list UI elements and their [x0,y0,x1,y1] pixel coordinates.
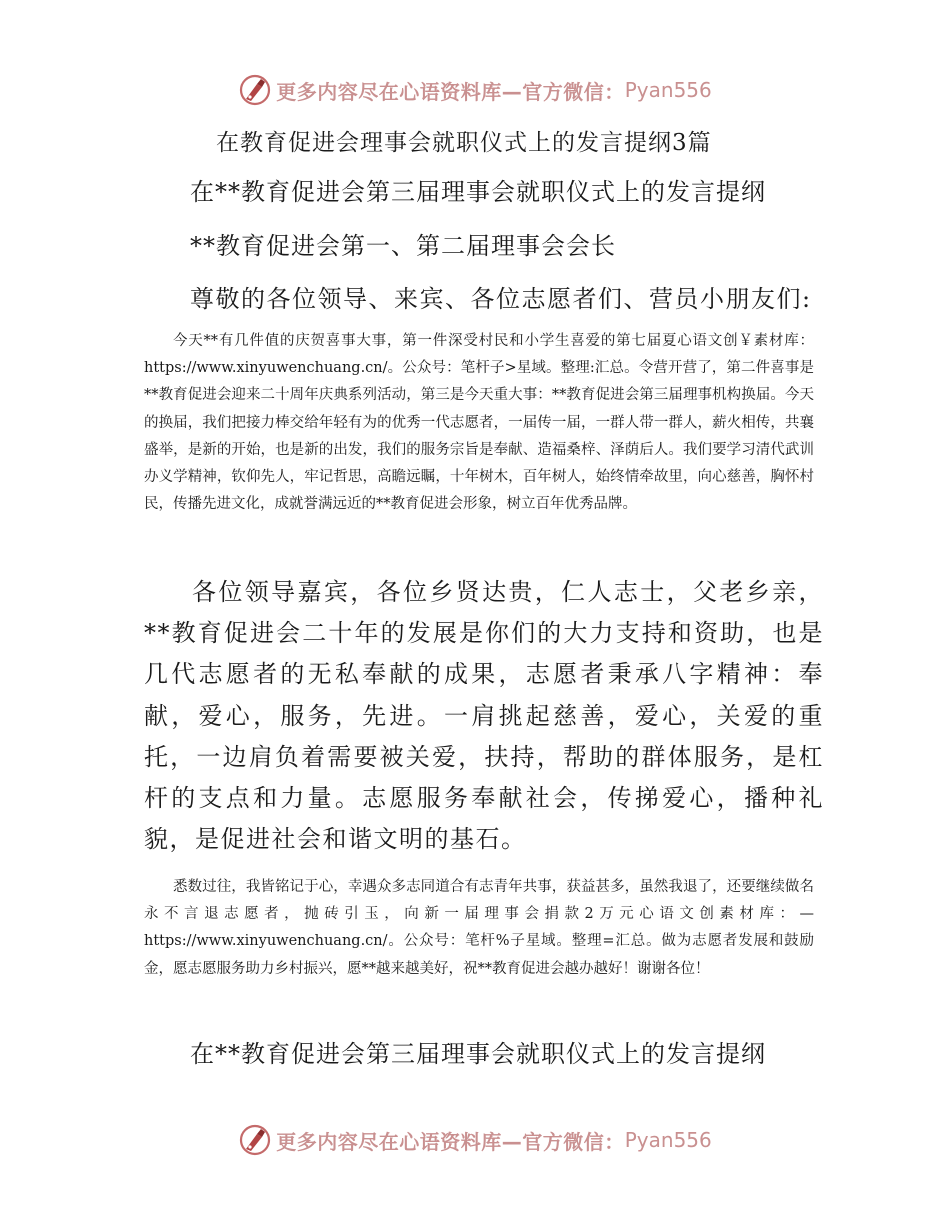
watermark-banner-top [0,72,950,108]
paragraph-thanks: 各位领导嘉宾，各位乡贤达贵，仁人志士，父老乡亲，**教育促进会二十年的发展是你们的大力支持和资助，也是几代志愿者的无私奉献的成果，志愿者秉承八字精神：奉献，爱心，服务，先进。一肩挑起慈善，爱心，关爱的重托，一边肩负着需要被关爱，扶持，帮助的群体服务，是杠杆的支点和力量。志愿服务奉献社会，传挮爱心，播种礼貌，是促进社会和谐文明的基石。 [144,578,824,854]
greeting-line: 尊敬的各位领导、来宾、各位志愿者们、营员小朋友们: [190,285,812,313]
pen-nib-circle-logo-icon [238,73,272,107]
watermark-text: 更多内容尽在心语资料库—官方微信： [276,1129,625,1154]
document-subtitle: 在**教育促进会第三届理事会就职仪式上的发言提纲 [190,178,766,206]
speaker-line: **教育促进会第一、第二届理事会会长 [190,232,616,260]
pen-nib-circle-logo-icon [238,1123,272,1157]
paragraph-closing: 悉数过往，我皆铭记于心，幸遇众多志同道合有志青年共事，获益甚多，虽然我退了，还要继续做名永不言退志愿者，抛砖引玉，向新一届理事会捐款2万元心语文创素材库：—https://www.xinyuwenchuang.cn/。公众号：笔杆%子星域。整理=汇总。做为志愿者发展和鼓励金，愿志愿服务助力乡村振兴，愿**越来越美好，祝**教育促进会越办越好！谢谢各位！ [144,879,814,977]
paragraph-opening: 今天**有几件值的庆贺喜事大事，第一件深受村民和小学生喜爱的第七届夏心语文创￥素材库：https://www.xinyuwenchuang.cn/。公众号：笔杆子>星域。整理:汇总。令营开营了，第二件喜事是**教育促进会迎来二十周年庆典系列活动，第三是今天重大事：**教育促进会第三届理事机构换届。今天的换届，我们把接力棒交给年轻有为的优秀一代志愿者，一届传一届，一群人带一群人，薪火相传，共襄盛举，是新的开始，也是新的出发，我们的服务宗旨是奉献、造福桑梓、泽荫后人。我们要学习清代武训办义学精神，钦仰先人，牢记哲思，高瞻远瞩，十年树木，百年树人，始终情牵故里，向心慈善，胸怀村民，传播先进文化，成就誉满远近的**教育促进会形象，树立百年优秀品牌。 [144,333,814,513]
document-main-title: 在教育促进会理事会就职仪式上的发言提纲3篇 [216,130,712,156]
watermark-wechat-id: Pyan556 [624,1128,712,1152]
watermark-banner-bottom [0,1122,950,1158]
watermark-text: 更多内容尽在心语资料库—官方微信： [276,79,625,104]
watermark-wechat-id: Pyan556 [624,78,712,102]
next-section-title: 在**教育促进会第三届理事会就职仪式上的发言提纲 [190,1040,766,1068]
